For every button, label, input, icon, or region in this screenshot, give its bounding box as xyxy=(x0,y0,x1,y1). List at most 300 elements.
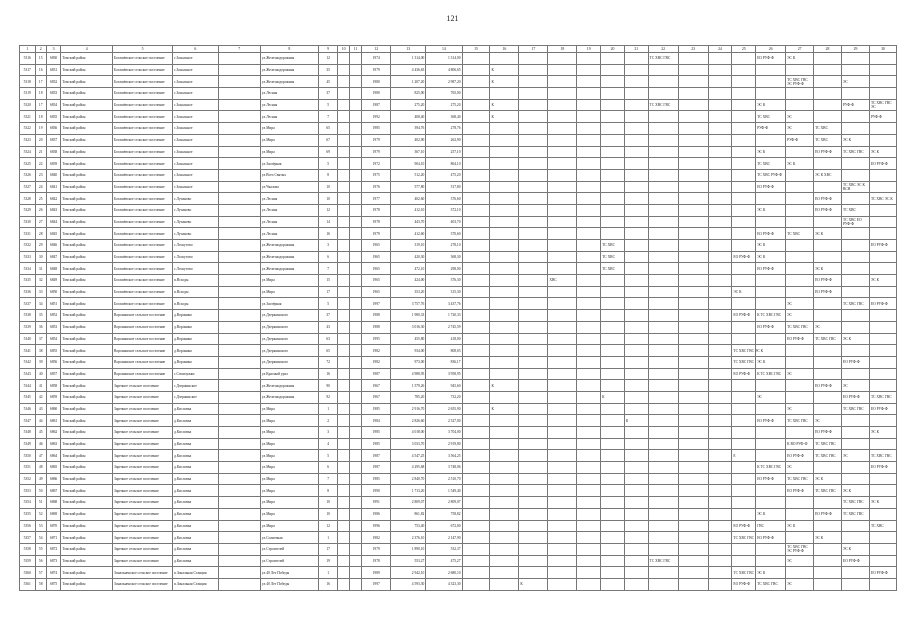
table-cell xyxy=(814,391,842,403)
table-cell: Богашёвское сельское поселение xyxy=(113,216,173,228)
table-cell: 275,20 xyxy=(391,99,426,111)
table-cell xyxy=(548,169,577,181)
table-cell: К xyxy=(490,403,519,415)
table-cell xyxy=(490,204,519,216)
table-cell xyxy=(708,146,732,158)
table-cell: ЕО РУФ-Ф xyxy=(814,193,842,205)
table-cell: Томский район xyxy=(61,146,113,158)
table-cell: 1979 xyxy=(362,134,391,146)
page-number: 121 xyxy=(446,14,459,23)
table-cell: 25 xyxy=(35,193,46,205)
table-cell: ТС ХВС xyxy=(814,123,842,135)
column-header: 6 xyxy=(173,46,219,53)
table-cell xyxy=(462,485,490,497)
table-cell xyxy=(814,181,842,193)
table-cell xyxy=(577,532,601,544)
table-cell xyxy=(678,169,708,181)
table-cell xyxy=(349,578,361,590)
table-cell: Томский район xyxy=(61,298,113,310)
table-cell: 278,76 xyxy=(426,123,462,135)
table-cell: 16 xyxy=(35,64,46,76)
table-cell xyxy=(218,193,260,205)
table-cell xyxy=(338,123,349,135)
table-cell xyxy=(708,251,732,263)
table-cell xyxy=(624,216,648,228)
table-cell xyxy=(708,88,732,100)
table-cell xyxy=(648,543,678,555)
table-cell xyxy=(519,181,548,193)
table-cell: 14 xyxy=(318,216,338,228)
table-cell: 58 xyxy=(35,578,46,590)
table-cell: 278,10 xyxy=(426,240,462,252)
table-row xyxy=(20,64,897,76)
table-cell: д.Кисловка xyxy=(173,497,219,509)
table-cell: ТС ХВС ГВС xyxy=(814,450,842,462)
table-cell xyxy=(842,111,870,123)
table-cell xyxy=(842,321,870,333)
table-cell xyxy=(218,345,260,357)
table-cell: Богашёвское сельское поселение xyxy=(113,88,173,100)
table-cell xyxy=(648,497,678,509)
table-cell xyxy=(708,345,732,357)
table-cell xyxy=(678,543,708,555)
table-cell xyxy=(678,146,708,158)
table-cell xyxy=(624,251,648,263)
table-cell xyxy=(462,438,490,450)
table-cell xyxy=(490,485,519,497)
table-cell xyxy=(349,427,361,439)
table-cell xyxy=(624,111,648,123)
table-cell xyxy=(548,520,577,532)
table-cell: 1991 xyxy=(362,497,391,509)
table-cell: 5348 xyxy=(20,427,36,439)
table-cell: 2 840,70 xyxy=(391,473,426,485)
table-cell: 12 xyxy=(318,520,338,532)
table-cell: ЕО РУФ-Ф xyxy=(814,427,842,439)
table-cell xyxy=(786,88,814,100)
table-cell: ТС ХВС ГВС xyxy=(786,415,814,427)
table-cell: 1980 xyxy=(362,88,391,100)
table-cell: ЭС К xyxy=(869,427,896,439)
table-cell: 6834 xyxy=(46,99,60,111)
table-cell xyxy=(577,391,601,403)
table-cell: ЭС К xyxy=(814,228,842,240)
table-cell xyxy=(338,438,349,450)
table-cell: ТС ХВС ГВС ЭС РУФ-Ф xyxy=(786,76,814,88)
table-cell: 6858 xyxy=(46,380,60,392)
table-row xyxy=(20,380,897,392)
table-row xyxy=(20,391,897,403)
table-cell xyxy=(548,76,577,88)
table-cell: ТС ХВС ГВС xyxy=(756,578,786,590)
table-cell: ТС ХВС ГВС xyxy=(869,391,896,403)
table-cell xyxy=(678,134,708,146)
table-cell xyxy=(218,123,260,135)
table-cell xyxy=(842,123,870,135)
table-cell: Богашёвское сельское поселение xyxy=(113,286,173,298)
table-cell xyxy=(548,321,577,333)
table-cell: Е xyxy=(732,450,756,462)
table-cell: 52 xyxy=(35,508,46,520)
table-cell: 1976 xyxy=(362,181,391,193)
table-cell: 56 xyxy=(35,555,46,567)
table-cell xyxy=(218,427,260,439)
table-cell: Заречное сельское поселение xyxy=(113,415,173,427)
table-cell: ТС ХВС ГВС xyxy=(648,99,678,111)
table-cell: 262,90 xyxy=(426,134,462,146)
table-cell: 1980 xyxy=(362,76,391,88)
table-cell xyxy=(756,543,786,555)
table-cell xyxy=(490,450,519,462)
table-cell: 92 xyxy=(318,391,338,403)
table-cell: 69 xyxy=(318,146,338,158)
table-cell: 5330 xyxy=(20,216,36,228)
table-cell xyxy=(218,216,260,228)
table-cell: ЭС К xyxy=(869,497,896,509)
table-cell: ул.Железнодорожная xyxy=(260,64,318,76)
table-cell: Томский район xyxy=(61,76,113,88)
table-cell xyxy=(462,158,490,170)
table-cell: ТС ХВС ЭС К xyxy=(869,193,896,205)
table-cell: д.Кисловка xyxy=(173,520,219,532)
table-cell xyxy=(624,578,648,590)
table-cell xyxy=(349,286,361,298)
table-cell: 904,10 xyxy=(391,158,426,170)
table-cell xyxy=(349,497,361,509)
table-cell xyxy=(548,146,577,158)
table-cell: ЕО РУФ-Ф xyxy=(756,181,786,193)
table-cell: 1985 xyxy=(362,123,391,135)
table-cell xyxy=(577,415,601,427)
table-cell xyxy=(577,403,601,415)
table-cell xyxy=(601,356,625,368)
table-cell: 32 xyxy=(35,275,46,287)
table-cell: 37 xyxy=(318,310,338,322)
table-cell: с.Зональное xyxy=(173,76,219,88)
table-cell: Томский район xyxy=(61,345,113,357)
table-cell: 765,00 xyxy=(426,88,462,100)
table-cell xyxy=(732,181,756,193)
table-row xyxy=(20,462,897,474)
table-cell: 1987 xyxy=(362,368,391,380)
table-cell xyxy=(490,438,519,450)
table-cell: ЭС К xyxy=(756,204,786,216)
table-cell xyxy=(218,310,260,322)
table-cell xyxy=(786,345,814,357)
table-row xyxy=(20,216,897,228)
table-cell: ЕО РУФ-Ф xyxy=(869,567,896,579)
table-cell xyxy=(678,263,708,275)
table-cell xyxy=(842,158,870,170)
table-cell: 17 xyxy=(35,76,46,88)
table-cell: 532,37 xyxy=(426,543,462,555)
table-cell: ЕО РУФ-Ф xyxy=(814,508,842,520)
table-cell: 475,27 xyxy=(426,555,462,567)
table-cell xyxy=(814,310,842,322)
table-cell: 3 564,25 xyxy=(426,450,462,462)
table-cell xyxy=(349,403,361,415)
table-cell: 1 579,26 xyxy=(391,380,426,392)
table-cell: с.Зональное xyxy=(173,123,219,135)
table-cell xyxy=(678,520,708,532)
table-cell xyxy=(601,485,625,497)
table-cell: 34 xyxy=(35,298,46,310)
table-cell xyxy=(732,427,756,439)
table-cell xyxy=(462,64,490,76)
table-cell: Томский район xyxy=(61,450,113,462)
table-cell xyxy=(842,578,870,590)
table-cell xyxy=(601,368,625,380)
table-cell: 1 890,10 xyxy=(391,543,426,555)
table-cell xyxy=(624,204,648,216)
table-cell: 5341 xyxy=(20,345,36,357)
table-cell: ул.Железнодорожная xyxy=(260,391,318,403)
table-cell xyxy=(708,356,732,368)
table-cell xyxy=(732,134,756,146)
table-cell xyxy=(338,228,349,240)
table-cell: 10 xyxy=(318,181,338,193)
table-cell xyxy=(519,275,548,287)
table-cell: 4 547,25 xyxy=(391,450,426,462)
table-cell xyxy=(624,391,648,403)
table-cell: 1979 xyxy=(362,543,391,555)
table-cell xyxy=(624,508,648,520)
table-cell: Томский район xyxy=(61,193,113,205)
table-row xyxy=(20,53,897,65)
table-cell xyxy=(548,345,577,357)
table-row xyxy=(20,403,897,415)
table-cell xyxy=(624,53,648,65)
table-cell: 18 xyxy=(35,88,46,100)
table-cell xyxy=(708,427,732,439)
table-cell: ул.Строителей xyxy=(260,555,318,567)
table-cell: К xyxy=(490,64,519,76)
table-cell: 5357 xyxy=(20,532,36,544)
table-cell xyxy=(218,403,260,415)
table-cell xyxy=(869,76,896,88)
table-cell: 5353 xyxy=(20,485,36,497)
table-cell xyxy=(601,321,625,333)
table-cell: 973,00 xyxy=(391,356,426,368)
table-cell: 5332 xyxy=(20,240,36,252)
table-row xyxy=(20,134,897,146)
table-cell xyxy=(678,427,708,439)
table-cell: 412,60 xyxy=(391,228,426,240)
table-cell: ЕО РУФ-Ф xyxy=(756,532,786,544)
table-cell xyxy=(624,99,648,111)
table-cell xyxy=(577,310,601,322)
table-cell: Богашёвское сельское поселение xyxy=(113,228,173,240)
table-cell xyxy=(732,169,756,181)
table-cell xyxy=(814,555,842,567)
table-cell: 33 xyxy=(35,286,46,298)
table-cell xyxy=(338,497,349,509)
table-cell xyxy=(577,76,601,88)
table-cell xyxy=(678,532,708,544)
table-cell xyxy=(548,473,577,485)
table-cell: Богашёвское сельское поселение xyxy=(113,134,173,146)
table-cell xyxy=(519,251,548,263)
table-cell: с.Лоскутово xyxy=(173,263,219,275)
table-cell: 5331 xyxy=(20,228,36,240)
table-cell: ЭС xyxy=(786,310,814,322)
table-cell: 6835 xyxy=(46,111,60,123)
column-header: 25 xyxy=(732,46,756,53)
table-cell: Томский район xyxy=(61,380,113,392)
table-cell xyxy=(814,578,842,590)
column-header: 8 xyxy=(260,46,318,53)
table-cell xyxy=(601,333,625,345)
table-cell xyxy=(218,64,260,76)
table-cell: 40 xyxy=(35,368,46,380)
table-cell: ул.Лесная xyxy=(260,111,318,123)
table-cell: 5336 xyxy=(20,286,36,298)
table-cell xyxy=(349,567,361,579)
table-cell xyxy=(708,99,732,111)
table-cell xyxy=(462,321,490,333)
table-cell xyxy=(462,310,490,322)
table-cell xyxy=(842,415,870,427)
table-cell xyxy=(842,240,870,252)
table-cell xyxy=(732,403,756,415)
table-cell: 412,10 xyxy=(391,204,426,216)
table-cell: 26 xyxy=(35,204,46,216)
table-cell: 418,00 xyxy=(426,333,462,345)
table-cell xyxy=(218,286,260,298)
table-cell xyxy=(462,53,490,65)
table-cell: с.Лучаново xyxy=(173,228,219,240)
table-cell: ул.Мира xyxy=(260,146,318,158)
table-cell: ЭС xyxy=(786,578,814,590)
table-cell: 2 942,10 xyxy=(391,567,426,579)
table-cell xyxy=(548,380,577,392)
table-cell: 6 xyxy=(318,251,338,263)
table-cell: Заречное сельское поселение xyxy=(113,391,173,403)
table-cell xyxy=(548,298,577,310)
table-cell: ЕО РУФ-Ф xyxy=(732,520,756,532)
column-header: 2 xyxy=(35,46,46,53)
table-cell xyxy=(349,193,361,205)
table-cell: ул.Железнодорожная xyxy=(260,76,318,88)
table-cell: Воронинское сельское поселение xyxy=(113,310,173,322)
column-header: 19 xyxy=(577,46,601,53)
table-cell: ЕО РУФ-Ф xyxy=(869,240,896,252)
table-cell xyxy=(338,345,349,357)
table-cell: 7 xyxy=(318,263,338,275)
table-cell: с.Семилужки xyxy=(173,368,219,380)
table-cell xyxy=(548,403,577,415)
table-cell xyxy=(218,508,260,520)
table-cell: 16 xyxy=(318,368,338,380)
table-cell xyxy=(732,228,756,240)
table-cell: ул.Красный урал xyxy=(260,368,318,380)
table-cell xyxy=(648,263,678,275)
table-cell: ул.Дзержинского xyxy=(260,321,318,333)
table-cell: 6874 xyxy=(46,567,60,579)
table-cell: 402,60 xyxy=(391,193,426,205)
table-cell xyxy=(519,520,548,532)
table-cell xyxy=(756,64,786,76)
table-cell xyxy=(218,391,260,403)
table-row xyxy=(20,193,897,205)
table-cell xyxy=(218,240,260,252)
table-cell: Заречное сельское поселение xyxy=(113,520,173,532)
table-cell: К xyxy=(490,99,519,111)
table-cell xyxy=(624,567,648,579)
table-cell: Томский район xyxy=(61,555,113,567)
table-cell xyxy=(648,415,678,427)
table-cell: 1972 xyxy=(362,158,391,170)
table-cell xyxy=(601,497,625,509)
table-cell xyxy=(218,158,260,170)
table-cell: 5326 xyxy=(20,169,36,181)
table-cell xyxy=(548,263,577,275)
table-cell: 5321 xyxy=(20,111,36,123)
table-cell: ЭС xyxy=(842,380,870,392)
table-cell xyxy=(338,333,349,345)
table-cell: Томский район xyxy=(61,543,113,555)
table-cell xyxy=(624,76,648,88)
table-cell xyxy=(869,368,896,380)
table-cell: Томский район xyxy=(61,391,113,403)
table-cell: 2 510,70 xyxy=(426,473,462,485)
table-cell xyxy=(349,555,361,567)
table-cell: с.Зональное xyxy=(173,111,219,123)
table-cell xyxy=(490,368,519,380)
table-cell: ЭС К xyxy=(814,473,842,485)
table-cell: 41 xyxy=(35,380,46,392)
table-cell xyxy=(732,333,756,345)
table-cell xyxy=(678,76,708,88)
table-cell: 5349 xyxy=(20,438,36,450)
table-cell xyxy=(519,473,548,485)
table-cell: ул.Лесная xyxy=(260,216,318,228)
table-cell xyxy=(648,123,678,135)
table-cell xyxy=(678,415,708,427)
table-cell xyxy=(548,391,577,403)
table-cell xyxy=(732,123,756,135)
table-cell xyxy=(624,181,648,193)
table-cell xyxy=(678,286,708,298)
table-cell xyxy=(786,497,814,509)
table-cell xyxy=(678,64,708,76)
table-cell: ЭС xyxy=(786,298,814,310)
table-cell xyxy=(462,204,490,216)
table-cell: Томский район xyxy=(61,251,113,263)
table-cell xyxy=(349,356,361,368)
table-cell: 1990 xyxy=(362,485,391,497)
table-cell xyxy=(519,310,548,322)
table-cell: 1 314,00 xyxy=(391,53,426,65)
table-cell xyxy=(462,123,490,135)
table-cell: К xyxy=(519,578,548,590)
table-cell xyxy=(678,158,708,170)
table-cell xyxy=(732,543,756,555)
table-cell: 1982 xyxy=(362,356,391,368)
table-cell xyxy=(338,216,349,228)
table-cell: ЭС К xyxy=(786,158,814,170)
table-cell: 22 xyxy=(35,158,46,170)
table-cell xyxy=(577,134,601,146)
table-cell: 2 655,90 xyxy=(426,403,462,415)
table-cell: 15 xyxy=(318,275,338,287)
table-cell: 368,30 xyxy=(426,251,462,263)
table-cell: 5360 xyxy=(20,567,36,579)
table-cell: 3 437,76 xyxy=(426,298,462,310)
column-header: 11 xyxy=(349,46,361,53)
table-cell: ЕО РУФ-Ф xyxy=(756,415,786,427)
table-cell xyxy=(732,111,756,123)
